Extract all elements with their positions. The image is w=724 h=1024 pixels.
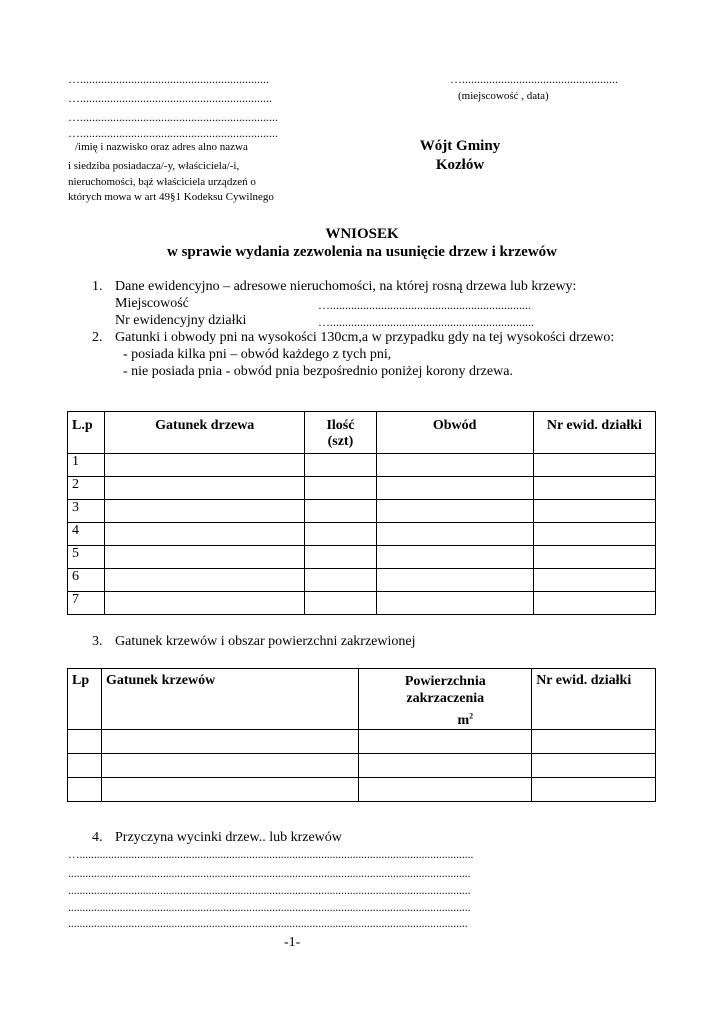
quantity-cell[interactable] — [305, 454, 376, 477]
table-row — [68, 454, 656, 477]
row-number: 7 — [68, 592, 105, 615]
document-title: WNIOSEK — [325, 226, 399, 242]
header-quantity — [305, 412, 376, 454]
header-area-unit — [417, 713, 473, 728]
header-area-line-2: zakrzaczenia — [406, 691, 485, 706]
circumference-cell[interactable] — [376, 454, 533, 477]
applicant-caption-1: /imię i nazwisko oraz adres alno nazwa — [75, 141, 248, 153]
trees-table — [67, 411, 656, 615]
parcel-cell[interactable] — [533, 477, 655, 500]
header-shrub-species: Gatunek krzewów — [101, 669, 358, 730]
section-2-bullet-2: - nie posiada pnia - obwód pnia bezpośrednio poniżej korony drzewa. — [123, 364, 513, 379]
quantity-cell[interactable] — [305, 569, 376, 592]
area-cell[interactable] — [359, 729, 532, 753]
header-parcel-number: Nr ewid. działki — [532, 669, 656, 730]
area-unit-exponent: 2 — [469, 711, 474, 720]
section-4-text: Przyczyna wycinki drzew.. lub krzewów — [115, 830, 342, 845]
lp-cell[interactable] — [68, 753, 102, 777]
shrubs-table — [67, 668, 656, 802]
header-area-line-1: Powierzchnia — [404, 674, 486, 689]
parcel-cell[interactable] — [532, 777, 656, 801]
section-3-text: Gatunek krzewów i obszar powierzchni zakrzewionej — [115, 634, 416, 649]
circumference-cell[interactable] — [376, 546, 533, 569]
tree-species-cell[interactable] — [105, 523, 305, 546]
quantity-cell[interactable] — [305, 546, 376, 569]
circumference-cell[interactable] — [376, 500, 533, 523]
table-row — [68, 777, 656, 801]
header-tree-species: Gatunek drzewa — [105, 412, 305, 454]
reason-line-2[interactable]: ............................................................................................................................................ — [68, 868, 471, 880]
area-cell[interactable] — [359, 777, 532, 801]
section-2-bullet-1: - posiada kilka pni – obwód każdego z tych pni, — [123, 347, 392, 362]
parcel-input-line[interactable]: ….................................................................... — [318, 315, 534, 329]
shrub-species-cell[interactable] — [101, 777, 358, 801]
section-1-number: 1. — [92, 279, 103, 294]
applicant-caption-3: nieruchomości, bąź właściciela urządzeń o — [68, 176, 256, 188]
table-row — [68, 546, 656, 569]
quantity-cell[interactable] — [305, 523, 376, 546]
section-2-number: 2. — [92, 330, 103, 345]
row-number: 1 — [68, 454, 105, 477]
row-number: 5 — [68, 546, 105, 569]
section-4-number: 4. — [92, 830, 103, 845]
table-row — [68, 729, 656, 753]
table-row — [68, 569, 656, 592]
parcel-cell[interactable] — [533, 454, 655, 477]
table-row — [68, 523, 656, 546]
parcel-cell[interactable] — [533, 546, 655, 569]
circumference-cell[interactable] — [376, 477, 533, 500]
place-label: Miejscowość — [115, 296, 189, 311]
row-number: 3 — [68, 500, 105, 523]
table-row — [68, 477, 656, 500]
place-date-label: (miejscowość , data) — [458, 90, 549, 102]
reason-line-5[interactable]: ........................................................................................................................................... — [68, 918, 468, 930]
lp-cell[interactable] — [68, 729, 102, 753]
shrubs-table-header — [68, 669, 656, 730]
circumference-cell[interactable] — [376, 569, 533, 592]
tree-species-cell[interactable] — [105, 477, 305, 500]
row-number: 4 — [68, 523, 105, 546]
parcel-cell[interactable] — [533, 500, 655, 523]
applicant-line-1[interactable]: …............................................................... — [68, 72, 269, 86]
parcel-label: Nr ewidencyjny działki — [115, 313, 247, 328]
section-1-text: Dane ewidencyjno – adresowe nieruchomości, na której rosną drzewa lub krzewy: — [115, 279, 577, 294]
quantity-cell[interactable] — [305, 592, 376, 615]
section-3-number: 3. — [92, 634, 103, 649]
parcel-cell[interactable] — [532, 753, 656, 777]
place-date-line[interactable]: ….................................................... — [450, 72, 618, 86]
header-parcel-number: Nr ewid. działki — [533, 412, 655, 454]
tree-species-cell[interactable] — [105, 569, 305, 592]
lp-cell[interactable] — [68, 777, 102, 801]
table-row — [68, 592, 656, 615]
trees-table-header — [68, 412, 656, 454]
reason-line-1[interactable]: …......................................................................................................................................... — [68, 849, 474, 861]
reason-line-4[interactable]: ............................................................................................................................................ — [68, 902, 471, 914]
document-subtitle: w sprawie wydania zezwolenia na usunięcie drzew i krzewów — [167, 244, 557, 260]
recipient-title: Wójt Gminy — [419, 138, 501, 154]
applicant-line-3[interactable]: ….................................................................. — [68, 110, 278, 124]
quantity-cell[interactable] — [305, 500, 376, 523]
tree-species-cell[interactable] — [105, 592, 305, 615]
area-unit-base: m — [457, 712, 470, 728]
applicant-caption-2: i siedziba posiadacza/-y, właściciela/-i, — [68, 160, 240, 172]
table-row — [68, 500, 656, 523]
reason-line-3[interactable]: ............................................................................................................................................ — [68, 885, 471, 897]
header-shrub-area — [359, 669, 532, 730]
tree-species-cell[interactable] — [105, 546, 305, 569]
header-quantity-unit: (szt) — [327, 434, 354, 449]
applicant-caption-4: których mowa w art 49§1 Kodeksu Cywilnego — [68, 191, 274, 203]
tree-species-cell[interactable] — [105, 500, 305, 523]
parcel-cell[interactable] — [533, 569, 655, 592]
row-number: 2 — [68, 477, 105, 500]
parcel-cell[interactable] — [533, 523, 655, 546]
recipient-municipality: Kozłów — [435, 157, 485, 173]
quantity-cell[interactable] — [305, 477, 376, 500]
applicant-line-4[interactable]: ….................................................................. — [68, 126, 278, 140]
parcel-cell[interactable] — [533, 592, 655, 615]
row-number: 6 — [68, 569, 105, 592]
header-circumference: Obwód — [376, 412, 533, 454]
shrub-species-cell[interactable] — [101, 753, 358, 777]
section-2-text: Gatunki i obwody pni na wysokości 130cm,a w przypadku gdy na tej wysokości drzewo: — [115, 330, 615, 345]
area-cell[interactable] — [359, 753, 532, 777]
parcel-cell[interactable] — [532, 729, 656, 753]
place-input-line[interactable]: …................................................................... — [318, 298, 531, 312]
applicant-line-2[interactable]: …................................................................ — [68, 91, 272, 105]
header-lp: L.p — [68, 412, 105, 454]
circumference-cell[interactable] — [376, 592, 533, 615]
circumference-cell[interactable] — [376, 523, 533, 546]
tree-species-cell[interactable] — [105, 454, 305, 477]
header-lp: Lp — [68, 669, 102, 730]
shrub-species-cell[interactable] — [101, 729, 358, 753]
table-row — [68, 753, 656, 777]
header-quantity-label: Ilość — [326, 418, 355, 433]
page-number: -1- — [284, 935, 301, 950]
